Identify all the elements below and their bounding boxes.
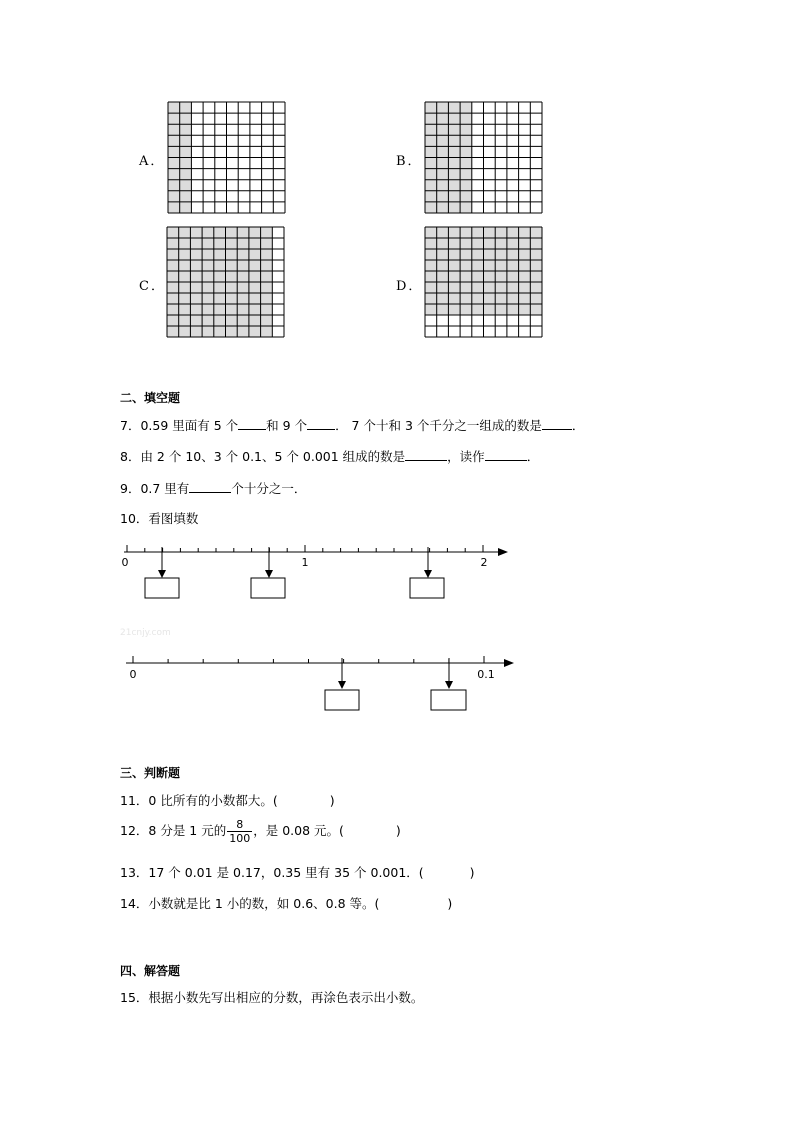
shaded-cell	[425, 124, 437, 135]
shaded-cell	[448, 238, 460, 249]
shaded-cell	[472, 293, 484, 304]
shaded-cell	[425, 293, 437, 304]
shaded-cell	[167, 326, 179, 337]
shaded-cell	[237, 293, 249, 304]
shaded-cell	[180, 113, 192, 124]
q9-text-b: 个十分之一．	[231, 481, 307, 496]
shaded-cell	[495, 227, 507, 238]
shaded-cell	[507, 304, 519, 315]
shaded-cell	[507, 282, 519, 293]
shaded-cell	[202, 271, 214, 282]
shaded-cell	[519, 304, 531, 315]
shaded-cell	[425, 191, 437, 202]
shaded-cell	[168, 202, 180, 213]
question-9	[120, 479, 306, 497]
shaded-cell	[249, 293, 261, 304]
shaded-cell	[226, 238, 238, 249]
shaded-cell	[202, 238, 214, 249]
shaded-cell	[519, 282, 531, 293]
shaded-cell	[261, 304, 273, 315]
shaded-cell	[214, 238, 226, 249]
shaded-cell	[460, 202, 472, 213]
q7-text-a: 7．0.59 里面有 5 个	[120, 418, 239, 433]
shaded-cell	[214, 293, 226, 304]
shaded-cell	[168, 113, 180, 124]
shaded-cell	[495, 238, 507, 249]
shaded-cell	[448, 282, 460, 293]
shaded-cell	[425, 180, 437, 191]
q11-close: )	[329, 793, 335, 808]
shaded-cell	[249, 315, 261, 326]
q7-blank-2[interactable]	[307, 428, 335, 430]
shaded-cell	[472, 260, 484, 271]
shaded-cell	[425, 158, 437, 169]
shaded-cell	[180, 102, 192, 113]
shaded-cell	[530, 304, 542, 315]
q7-text-c: ． 7 个十和 3 个千分之一组成的数是	[335, 418, 542, 433]
shaded-cell	[460, 135, 472, 146]
shaded-cell	[437, 124, 449, 135]
shaded-cell	[437, 249, 449, 260]
shaded-cell	[190, 238, 202, 249]
shaded-cell	[448, 135, 460, 146]
shaded-cell	[190, 227, 202, 238]
shaded-cell	[437, 113, 449, 124]
shaded-cell	[495, 249, 507, 260]
option-c-grid	[166, 226, 285, 338]
shaded-cell	[448, 180, 460, 191]
q12-fraction-denominator: 100	[229, 832, 251, 845]
shaded-cell	[226, 315, 238, 326]
shaded-cell	[425, 260, 437, 271]
q7-blank-3[interactable]	[542, 428, 572, 430]
option-a-grid	[167, 101, 286, 214]
question-14	[120, 894, 452, 912]
shaded-cell	[214, 315, 226, 326]
shaded-cell	[472, 304, 484, 315]
shaded-cell	[179, 271, 191, 282]
shaded-cell	[484, 260, 496, 271]
section-fill-heading: 二、填空题	[120, 391, 181, 405]
shaded-cell	[448, 202, 460, 213]
shaded-cell	[425, 102, 437, 113]
shaded-cell	[495, 282, 507, 293]
shaded-cell	[180, 180, 192, 191]
shaded-cell	[437, 180, 449, 191]
shaded-cell	[237, 260, 249, 271]
shaded-cell	[530, 293, 542, 304]
shaded-cell	[237, 271, 249, 282]
shaded-cell	[472, 249, 484, 260]
shaded-cell	[202, 260, 214, 271]
shaded-cell	[180, 169, 192, 180]
shaded-cell	[519, 271, 531, 282]
shaded-cell	[472, 282, 484, 293]
q7-blank-1[interactable]	[238, 428, 266, 430]
shaded-cell	[437, 227, 449, 238]
shaded-cell	[179, 260, 191, 271]
shaded-cell	[495, 304, 507, 315]
q13-close: )	[469, 865, 475, 880]
number-line-2	[122, 648, 522, 714]
shaded-cell	[448, 158, 460, 169]
shaded-cell	[202, 227, 214, 238]
shaded-cell	[249, 282, 261, 293]
shaded-cell	[167, 271, 179, 282]
shaded-cell	[437, 135, 449, 146]
shaded-cell	[179, 326, 191, 337]
q9-blank-1[interactable]	[189, 491, 231, 493]
q8-text-a: 8．由 2 个 10、3 个 0.1、5 个 0.001 组成的数是	[120, 449, 406, 464]
shaded-cell	[448, 102, 460, 113]
shaded-cell	[226, 271, 238, 282]
shaded-cell	[168, 146, 180, 157]
shaded-cell	[460, 169, 472, 180]
shaded-cell	[226, 260, 238, 271]
shaded-cell	[180, 135, 192, 146]
shaded-cell	[190, 326, 202, 337]
shaded-cell	[226, 293, 238, 304]
shaded-cell	[202, 304, 214, 315]
q12-text-a: 12．8 分是 1 元的	[120, 823, 227, 838]
shaded-cell	[261, 326, 273, 337]
section-judge-heading: 三、判断题	[120, 766, 181, 780]
question-12	[120, 818, 401, 845]
shaded-cell	[460, 191, 472, 202]
shaded-cell	[226, 326, 238, 337]
shaded-cell	[179, 227, 191, 238]
shaded-cell	[214, 227, 226, 238]
shaded-cell	[425, 169, 437, 180]
shaded-cell	[460, 249, 472, 260]
option-b-grid	[424, 101, 543, 214]
shaded-cell	[237, 326, 249, 337]
shaded-cell	[261, 315, 273, 326]
shaded-cell	[448, 293, 460, 304]
shaded-cell	[507, 249, 519, 260]
q8-blank-2[interactable]	[485, 459, 527, 461]
shaded-cell	[168, 158, 180, 169]
option-b-label: B．	[396, 154, 423, 169]
shaded-cell	[237, 282, 249, 293]
shaded-cell	[460, 113, 472, 124]
q12-text-b: ，是 0.08 元。(	[253, 823, 344, 838]
shaded-cell	[425, 202, 437, 213]
shaded-cell	[249, 238, 261, 249]
shaded-cell	[167, 315, 179, 326]
shaded-cell	[190, 304, 202, 315]
shaded-cell	[448, 124, 460, 135]
shaded-cell	[261, 293, 273, 304]
shaded-cell	[425, 304, 437, 315]
shaded-cell	[437, 169, 449, 180]
shaded-cell	[190, 271, 202, 282]
question-7	[120, 416, 584, 434]
shaded-cell	[249, 227, 261, 238]
shaded-cell	[530, 260, 542, 271]
shaded-cell	[472, 227, 484, 238]
q11-text: 11．0 比所有的小数都大。(	[120, 793, 278, 808]
shaded-cell	[460, 227, 472, 238]
shaded-cell	[261, 271, 273, 282]
shaded-cell	[214, 326, 226, 337]
shaded-cell	[180, 158, 192, 169]
nl2-answer-box-1[interactable]	[325, 690, 359, 710]
shaded-cell	[261, 260, 273, 271]
shaded-cell	[202, 315, 214, 326]
shaded-cell	[249, 326, 261, 337]
shaded-cell	[214, 304, 226, 315]
q12-fraction-numerator: 8	[227, 818, 252, 832]
question-13	[120, 863, 475, 881]
shaded-cell	[425, 238, 437, 249]
shaded-cell	[249, 260, 261, 271]
section-solve-heading: 四、解答题	[120, 964, 181, 978]
shaded-cell	[460, 238, 472, 249]
shaded-cell	[202, 249, 214, 260]
shaded-cell	[249, 271, 261, 282]
shaded-cell	[180, 124, 192, 135]
shaded-cell	[179, 293, 191, 304]
q7-text-d: ．	[571, 418, 585, 433]
shaded-cell	[484, 271, 496, 282]
shaded-cell	[448, 169, 460, 180]
shaded-cell	[460, 260, 472, 271]
q9-text-a: 9．0.7 里有	[120, 481, 190, 496]
shaded-cell	[180, 202, 192, 213]
shaded-cell	[168, 169, 180, 180]
shaded-cell	[425, 135, 437, 146]
shaded-cell	[530, 282, 542, 293]
q8-text-c: ．	[526, 449, 540, 464]
shaded-cell	[460, 146, 472, 157]
shaded-cell	[179, 304, 191, 315]
shaded-cell	[448, 271, 460, 282]
shaded-cell	[460, 293, 472, 304]
shaded-cell	[460, 304, 472, 315]
nl1-label-0: 0	[121, 556, 129, 569]
shaded-cell	[460, 271, 472, 282]
shaded-cell	[425, 146, 437, 157]
question-8	[120, 447, 539, 465]
shaded-cell	[530, 227, 542, 238]
q12-fraction	[227, 818, 252, 845]
shaded-cell	[448, 260, 460, 271]
shaded-cell	[437, 102, 449, 113]
shaded-cell	[202, 293, 214, 304]
shaded-cell	[167, 282, 179, 293]
shaded-cell	[425, 249, 437, 260]
shaded-cell	[437, 282, 449, 293]
shaded-cell	[226, 227, 238, 238]
watermark: 21cnjy.com	[120, 628, 171, 638]
shaded-cell	[190, 315, 202, 326]
shaded-cell	[168, 191, 180, 202]
shaded-cell	[495, 260, 507, 271]
nl1-answer-box-2[interactable]	[251, 578, 285, 598]
shaded-cell	[495, 293, 507, 304]
shaded-cell	[167, 249, 179, 260]
shaded-cell	[237, 315, 249, 326]
shaded-cell	[261, 227, 273, 238]
nl2-answer-box-2[interactable]	[431, 690, 466, 710]
shaded-cell	[179, 282, 191, 293]
question-10: 10．看图填数	[120, 511, 199, 526]
shaded-cell	[167, 260, 179, 271]
shaded-cell	[507, 238, 519, 249]
shaded-cell	[237, 249, 249, 260]
shaded-cell	[168, 102, 180, 113]
shaded-cell	[261, 238, 273, 249]
shaded-cell	[249, 249, 261, 260]
shaded-cell	[167, 227, 179, 238]
shaded-cell	[495, 271, 507, 282]
q12-close: )	[395, 823, 401, 838]
shaded-cell	[484, 249, 496, 260]
shaded-cell	[437, 146, 449, 157]
q14-text: 14．小数就是比 1 小的数，如 0.6、0.8 等。(	[120, 896, 380, 911]
shaded-cell	[460, 158, 472, 169]
shaded-cell	[425, 282, 437, 293]
shaded-cell	[214, 271, 226, 282]
shaded-cell	[190, 249, 202, 260]
option-a-label: A．	[139, 154, 166, 169]
shaded-cell	[519, 227, 531, 238]
shaded-cell	[179, 315, 191, 326]
shaded-cell	[472, 271, 484, 282]
shaded-cell	[179, 238, 191, 249]
shaded-cell	[214, 249, 226, 260]
q14-close: )	[447, 896, 453, 911]
q7-text-b: 和 9 个	[266, 418, 308, 433]
option-d-label: D．	[396, 279, 424, 294]
q13-text: 13．17 个 0.01 是 0.17，0.35 里有 35 个 0.001．(	[120, 865, 424, 880]
shaded-cell	[437, 202, 449, 213]
number-line-1	[118, 538, 518, 606]
question-11	[120, 791, 335, 809]
shaded-cell	[484, 304, 496, 315]
shaded-cell	[437, 238, 449, 249]
shaded-cell	[261, 282, 273, 293]
shaded-cell	[448, 249, 460, 260]
shaded-cell	[179, 249, 191, 260]
shaded-cell	[237, 227, 249, 238]
shaded-cell	[168, 180, 180, 191]
shaded-cell	[507, 227, 519, 238]
shaded-cell	[237, 238, 249, 249]
shaded-cell	[168, 124, 180, 135]
nl1-answer-box-3[interactable]	[410, 578, 444, 598]
shaded-cell	[530, 271, 542, 282]
shaded-cell	[261, 249, 273, 260]
shaded-cell	[460, 180, 472, 191]
shaded-cell	[214, 282, 226, 293]
nl2-label-0: 0	[129, 668, 137, 681]
shaded-cell	[437, 293, 449, 304]
shaded-cell	[226, 282, 238, 293]
nl1-label-2: 2	[480, 556, 488, 569]
shaded-cell	[190, 293, 202, 304]
shaded-cell	[530, 249, 542, 260]
shaded-cell	[484, 282, 496, 293]
shaded-cell	[484, 227, 496, 238]
shaded-cell	[202, 282, 214, 293]
shaded-cell	[519, 260, 531, 271]
shaded-cell	[437, 271, 449, 282]
shaded-cell	[507, 271, 519, 282]
shaded-cell	[190, 260, 202, 271]
shaded-cell	[519, 249, 531, 260]
shaded-cell	[460, 102, 472, 113]
shaded-cell	[472, 238, 484, 249]
nl2-label-1: 0.1	[477, 668, 495, 681]
shaded-cell	[448, 113, 460, 124]
shaded-cell	[425, 271, 437, 282]
shaded-cell	[507, 293, 519, 304]
shaded-cell	[437, 304, 449, 315]
shaded-cell	[167, 304, 179, 315]
shaded-cell	[460, 282, 472, 293]
q8-text-b: ，读作	[447, 449, 485, 464]
shaded-cell	[437, 158, 449, 169]
shaded-cell	[448, 227, 460, 238]
shaded-cell	[167, 293, 179, 304]
shaded-cell	[448, 146, 460, 157]
shaded-cell	[448, 191, 460, 202]
shaded-cell	[425, 227, 437, 238]
shaded-cell	[249, 304, 261, 315]
shaded-cell	[167, 238, 179, 249]
shaded-cell	[190, 282, 202, 293]
shaded-cell	[484, 293, 496, 304]
shaded-cell	[507, 260, 519, 271]
shaded-cell	[226, 304, 238, 315]
shaded-cell	[519, 293, 531, 304]
shaded-cell	[437, 191, 449, 202]
shaded-cell	[484, 238, 496, 249]
shaded-cell	[180, 146, 192, 157]
shaded-cell	[180, 191, 192, 202]
nl1-answer-box-1[interactable]	[145, 578, 179, 598]
shaded-cell	[202, 326, 214, 337]
shaded-cell	[448, 304, 460, 315]
shaded-cell	[460, 124, 472, 135]
shaded-cell	[226, 249, 238, 260]
option-c-label: C．	[139, 279, 166, 294]
option-d-grid	[424, 226, 543, 338]
question-15: 15．根据小数先写出相应的分数，再涂色表示出小数。	[120, 990, 424, 1005]
q8-blank-1[interactable]	[405, 459, 447, 461]
shaded-cell	[214, 260, 226, 271]
shaded-cell	[237, 304, 249, 315]
shaded-cell	[425, 113, 437, 124]
shaded-cell	[519, 238, 531, 249]
nl1-label-1: 1	[301, 556, 309, 569]
shaded-cell	[168, 135, 180, 146]
shaded-cell	[530, 238, 542, 249]
shaded-cell	[437, 260, 449, 271]
